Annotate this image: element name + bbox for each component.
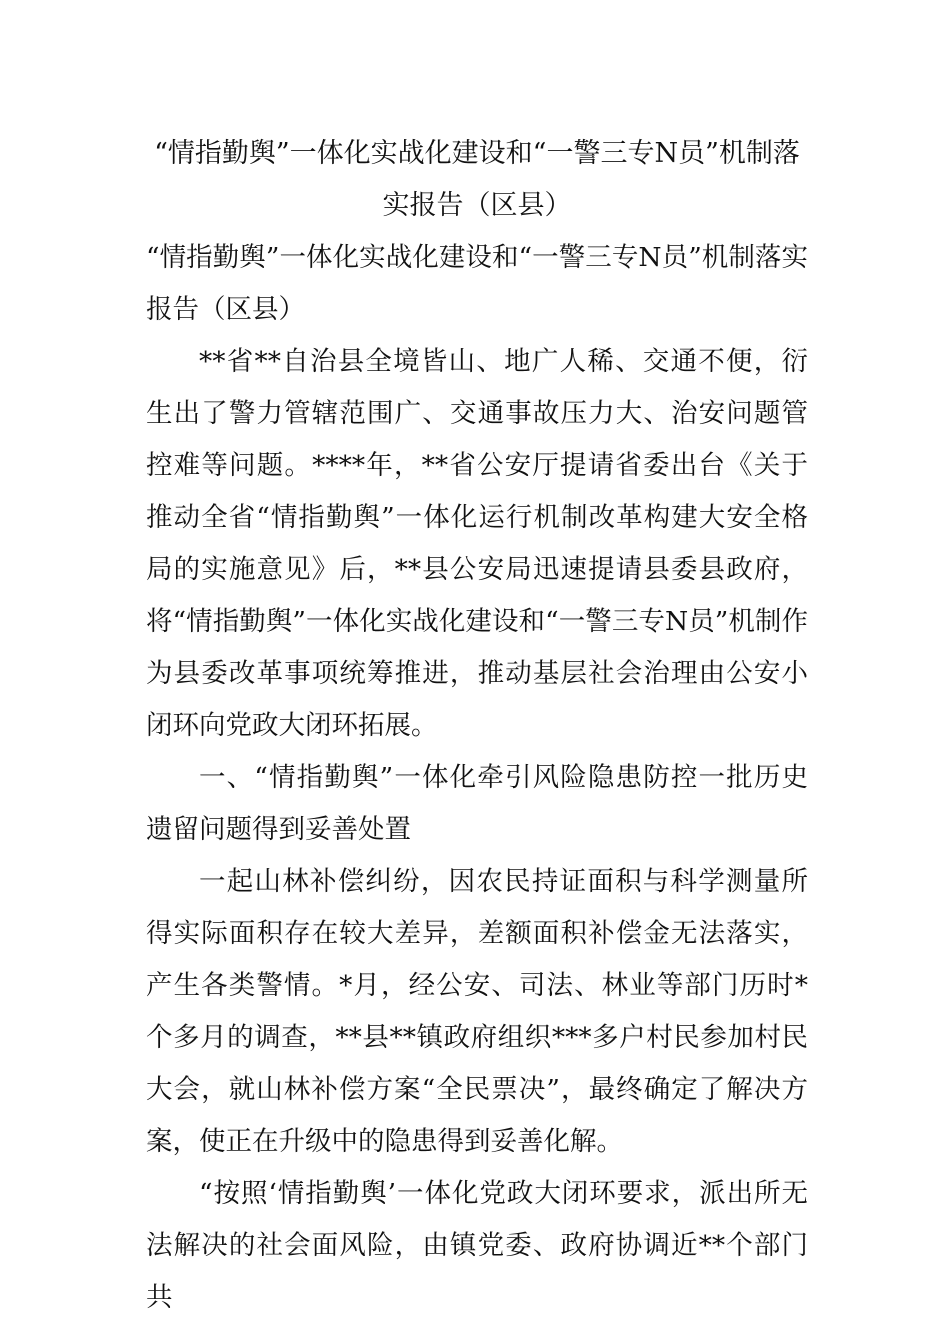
- title-line-2: 实报告（区县）: [382, 190, 572, 221]
- title-line-1: “情指勤舆”一体化实战化建设和“一警三专N员”机制落: [154, 138, 800, 169]
- paragraph-case: 一起山林补偿纠纷，因农民持证面积与科学测量所得实际面积存在较大差异，差额面积补偿金无法落实，产生各类警情。*月，经公安、司法、林业等部门历时*个多月的调查，**县**镇政府组织***多户村民参加村民大会，就山林补偿方案“全民票决”，最终确定了解决方案，使正在升级中的隐患得到妥善化解。: [146, 866, 808, 1157]
- section-heading-1: 一、“情指勤舆”一体化牵引风险隐患防控一批历史遗留问题得到妥善处置: [146, 762, 808, 845]
- paragraph-quote: “按照‘情指勤舆’一体化党政大闭环要求，派出所无法解决的社会面风险，由镇党委、政府协调近**个部门共: [146, 1178, 808, 1313]
- paragraph-intro: **省**自治县全境皆山、地广人稀、交通不便，衍生出了警力管辖范围广、交通事故压力大、治安问题管控难等问题。****年，**省公安厅提请省委出台《关于推动全省“情指勤舆”一体化运行机制改革构建大安全格局的实施意见》后，**县公安局迅速提请县委县政府，将“情指勤舆”一体化实战化建设和“一警三专N员”机制作为县委改革事项统筹推进，推动基层社会治理由公安小闭环向党政大闭环拓展。: [146, 346, 808, 741]
- document-title: [146, 128, 808, 232]
- document-page: [146, 128, 808, 1324]
- document-subtitle: “情指勤舆”一体化实战化建设和“一警三专N员”机制落实报告（区县）: [146, 242, 808, 325]
